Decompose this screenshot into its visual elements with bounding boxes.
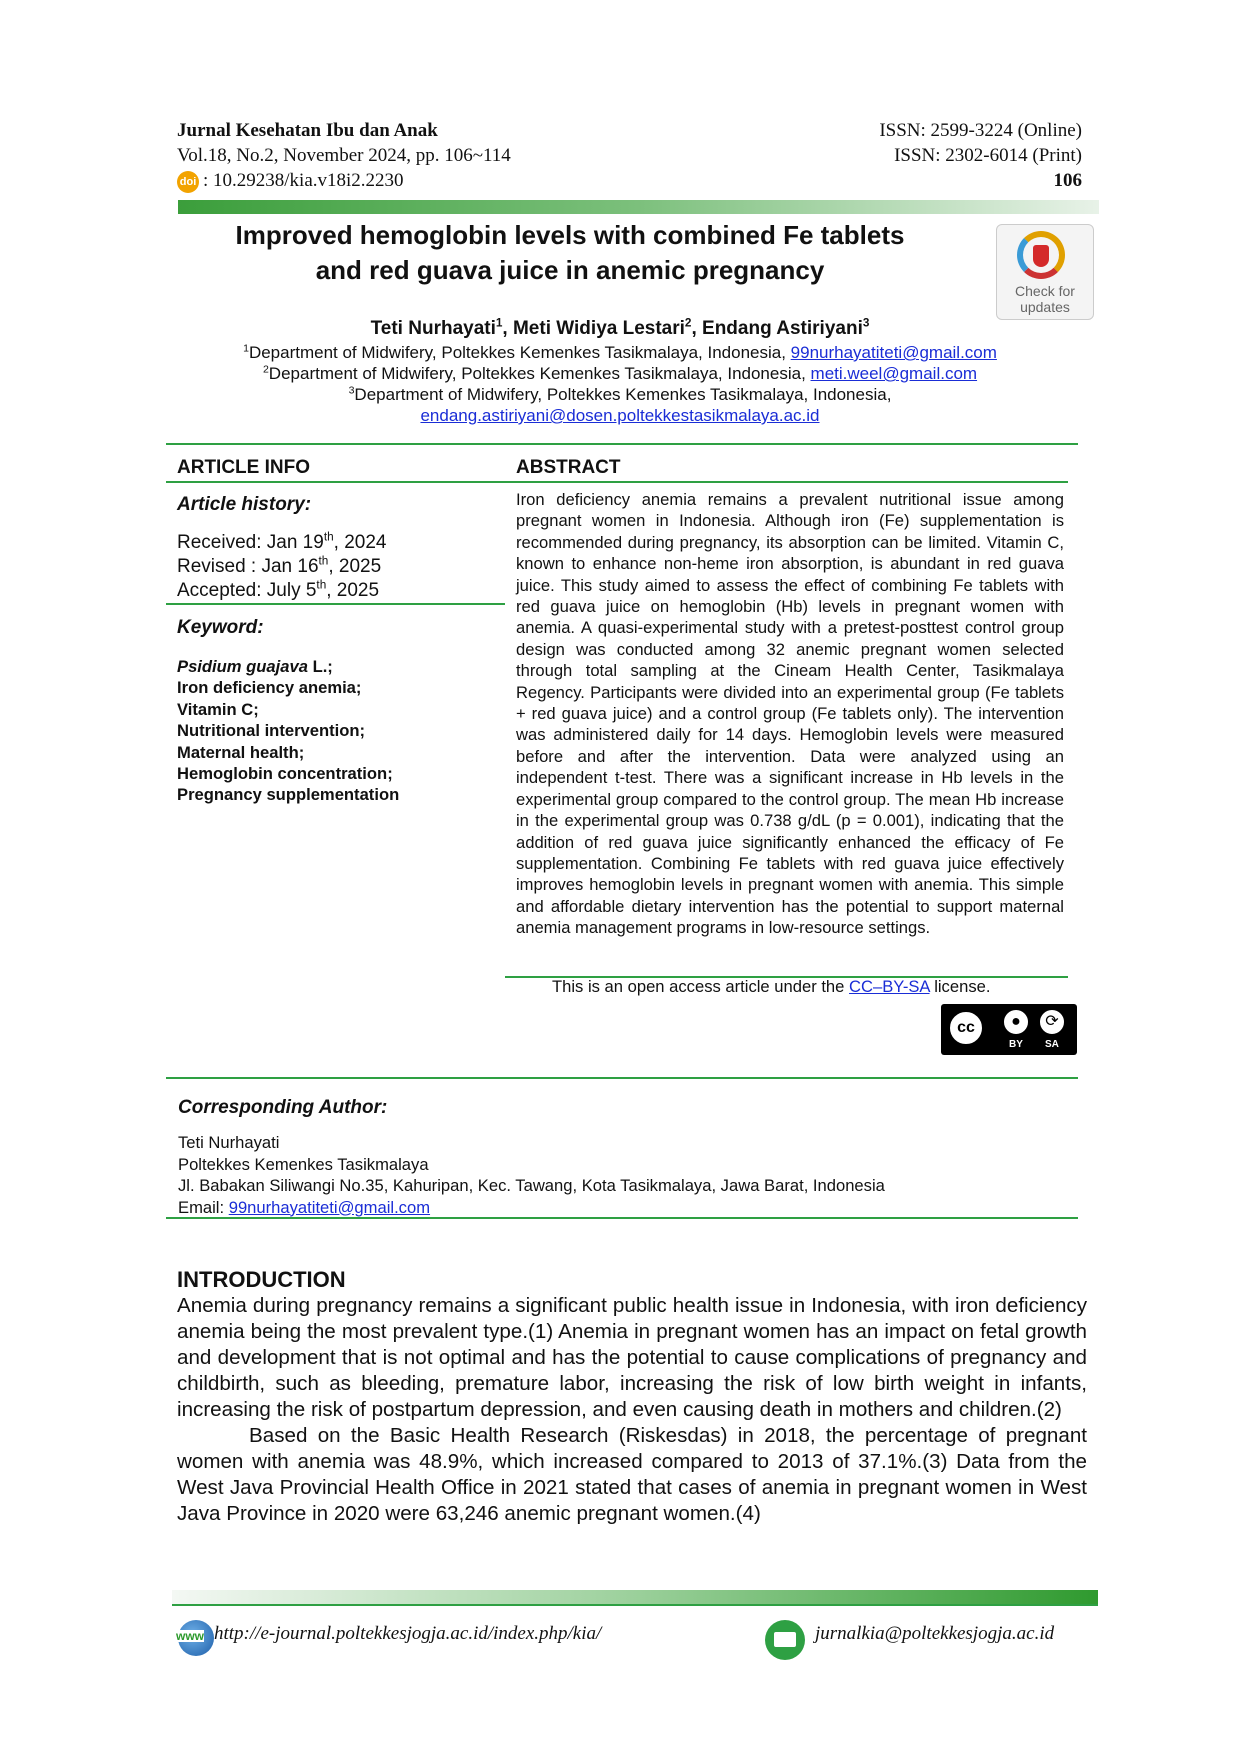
by-label: BY xyxy=(1009,1039,1023,1050)
journal-url-link[interactable]: http://e-journal.poltekkesjogja.ac.id/index.php/kia/ xyxy=(214,1623,602,1644)
header-gradient-bar xyxy=(178,200,1099,214)
issn-print: ISSN: 2302-6014 (Print) xyxy=(894,145,1082,166)
journal-header-right xyxy=(879,118,1082,193)
keyword-label: Keyword: xyxy=(177,617,264,638)
abstract-text: Iron deficiency anemia remains a prevalent nutritional issue among pregnant women in Indonesia. Although iron (Fe) supplementation is recommended during pregnancy, its absorption can be limited. Vitamin C, known to enhance non-heme iron absorption, is abundant in red guava juice. This study aimed to assess the effect of combining Fe tablets with red guava juice on hemoglobin (Hb) levels in pregnant women with anemia. A quasi-experimental study with a pretest-posttest control group design was conducted among 32 anemic pregnant women selected through total sampling at the Cineam Health Center, Tasikmalaya Regency. Participants were divided into an experimental group (Fe tablets + red guava juice) and a control group (Fe tablets only). The intervention was administered daily for 14 days. Hemoglobin levels were measured before and after the intervention. Data were analyzed using an independent t-test. There was a significant increase in Hb levels in the experimental group compared to the control group. The mean Hb increase in the experimental group was 0.738 g/dL (p = 0.001), indicating that the addition of red guava juice significantly enhanced the efficacy of Fe supplementation. Combining Fe tablets with red guava juice effectively improves hemoglobin levels in pregnant women with anemia. This simple and affordable dietary intervention has the potential to support maternal anemia management programs in low-resource settings. xyxy=(516,490,1064,938)
title-line-2: and red guava juice in anemic pregnancy xyxy=(315,255,825,285)
intro-paragraph-2: Based on the Basic Health Research (Riskesdas) in 2018, the percentage of pregnant women with anemia was 48.9%, which increased compared to 2013 of 37.1%.(3) Data from the West Java Provincial Health Office in 2021 stated that cases of anemia in pregnant women in West Java Province in 2020 were 63,246 anemic pregnant women.(4) xyxy=(177,1424,1087,1525)
check-for-updates-button[interactable] xyxy=(996,224,1094,320)
journal-volume: Vol.18, No.2, November 2024, pp. 106~114 xyxy=(177,145,511,166)
introduction-body xyxy=(177,1293,1087,1527)
author3-email-link[interactable]: endang.astiriyani@dosen.poltekkestasikmalaya.ac.id xyxy=(420,406,820,425)
accepted-date: Accepted: July 5th, 2025 xyxy=(177,578,380,601)
article-history xyxy=(177,531,507,603)
introduction-heading: INTRODUCTION xyxy=(177,1267,346,1292)
author-names: Teti Nurhayati$^1$, Meti Widiya Lestari$^2$, Endang Astiriyani$^3$ xyxy=(370,316,870,339)
footer-line xyxy=(172,1604,1098,1606)
cc-icon: cc xyxy=(947,1009,985,1047)
keyword-item: Vitamin C; xyxy=(177,699,259,719)
divider-history xyxy=(166,603,505,605)
revised-date: Revised : Jan 16th, 2025 xyxy=(177,554,382,577)
issn-online: ISSN: 2599-3224 (Online) xyxy=(879,120,1082,141)
divider-top xyxy=(166,443,1078,445)
abstract-heading: ABSTRACT xyxy=(516,457,621,478)
corresponding-institution: Poltekkes Kemenkes Tasikmalaya xyxy=(178,1154,429,1174)
divider-info xyxy=(166,481,505,483)
footer-gradient-bar xyxy=(172,1590,1098,1604)
divider-abstract xyxy=(505,481,1068,483)
cc-by-sa-badge[interactable] xyxy=(941,1004,1077,1055)
title-line-1: Improved hemoglobin levels with combined Fe tablets xyxy=(235,220,905,250)
corresponding-email: Email: 99nurhayatiteti@gmail.com xyxy=(178,1197,431,1217)
keyword-item: Psidium guajava L.; xyxy=(177,657,333,676)
affiliation-1: $^1$Department of Midwifery, Poltekkes Kemenkes Tasikmalaya, Indonesia, 99nurhayatiteti@gmail.com xyxy=(243,342,997,362)
license-link[interactable]: CC–BY-SA xyxy=(849,977,930,996)
keyword-list xyxy=(177,656,507,806)
keyword-item: Pregnancy supplementation xyxy=(177,785,400,805)
mail-icon xyxy=(765,1620,805,1660)
keyword-item: Nutritional intervention; xyxy=(177,721,366,741)
doi-line xyxy=(177,168,511,193)
license-line: This is an open access article under the CC–BY-SA license. xyxy=(552,977,991,996)
journal-name: Jurnal Kesehatan Ibu dan Anak xyxy=(177,120,438,141)
author2-email-link[interactable]: meti.weel@gmail.com xyxy=(810,364,978,383)
keyword-item: Hemoglobin concentration; xyxy=(177,764,393,784)
bookmark-icon xyxy=(1033,245,1049,267)
check-updates-label: Check for updates xyxy=(1015,283,1075,315)
article-history-label: Article history: xyxy=(177,494,312,515)
affiliation-3-email xyxy=(160,405,1080,426)
attribution-icon: ● xyxy=(1001,1007,1031,1037)
corresponding-address: Jl. Babakan Siliwangi No.35, Kahuripan, Kec. Tawang, Kota Tasikmalaya, Jawa Barat, Indonesia xyxy=(178,1176,885,1195)
divider-bottom xyxy=(166,1217,1078,1219)
author-block xyxy=(160,318,1080,426)
page-number: 106 xyxy=(1053,170,1082,191)
author1-email-link[interactable]: 99nurhayatiteti@gmail.com xyxy=(790,343,997,362)
corresponding-email-link[interactable]: 99nurhayatiteti@gmail.com xyxy=(228,1197,431,1217)
doi-icon: doi xyxy=(177,171,199,193)
intro-paragraph-1: Anemia during pregnancy remains a significant public health issue in Indonesia, with iron deficiency anemia being the most prevalent type.(1) Anemia in pregnant women has an impact on fetal growth and development that is not optimal and has the potential to cause complications of pregnancy and childbirth, such as bleeding, premature labor, increasing the risk of low birth weight in infants, increasing the risk of postpartum depression, and even causing death in mothers and children.(2) xyxy=(177,1294,1087,1421)
article-title xyxy=(180,218,960,288)
journal-header-left xyxy=(177,118,511,193)
corresponding-heading: Corresponding Author: xyxy=(178,1097,388,1118)
keyword-item: Iron deficiency anemia; xyxy=(177,678,362,698)
journal-email-link[interactable]: jurnalkia@poltekkesjogja.ac.id xyxy=(815,1623,1055,1644)
corresponding-name: Teti Nurhayati xyxy=(178,1133,280,1152)
affiliation-3: $^3$Department of Midwifery, Poltekkes Kemenkes Tasikmalaya, Indonesia, xyxy=(348,384,892,404)
globe-icon: www xyxy=(178,1620,214,1656)
article-info-heading: ARTICLE INFO xyxy=(177,457,310,478)
divider-corresponding xyxy=(166,1077,1078,1079)
received-date: Received: Jan 19th, 2024 xyxy=(177,530,387,553)
share-alike-icon: ⟳ xyxy=(1037,1007,1067,1037)
doi-value[interactable]: : 10.29238/kia.v18i2.2230 xyxy=(203,170,404,191)
affiliation-2: $^2$Department of Midwifery, Poltekkes Kemenkes Tasikmalaya, Indonesia, meti.weel@gmail.com xyxy=(262,363,978,383)
sa-label: SA xyxy=(1045,1039,1059,1050)
keyword-item: Maternal health; xyxy=(177,742,305,762)
corresponding-details xyxy=(178,1132,885,1218)
